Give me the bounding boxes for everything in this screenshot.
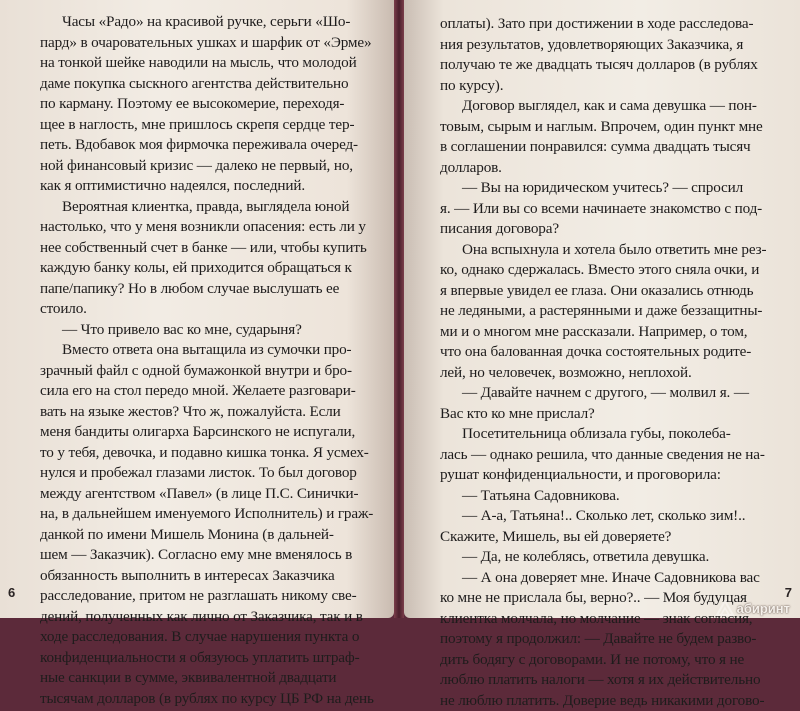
right-page-text-line: Посетительница облизала губы, поколеба- bbox=[440, 424, 784, 445]
left-page-text-line: между агентством «Павел» (в лице П.С. Синички- bbox=[40, 484, 380, 505]
right-page-text-line: Она вспыхнула и хотела было ответить мне рез- bbox=[440, 240, 784, 261]
right-page-text-line: рушат конфиденциальности, и проговорила: bbox=[440, 465, 784, 486]
right-page-text-line: — А она доверяет мне. Иначе Садовникова вас bbox=[440, 568, 784, 589]
left-page-text-line: Вероятная клиентка, правда, выглядела юной bbox=[40, 197, 380, 218]
left-page-text-line: каждую банку колы, ей приходится обращаться к bbox=[40, 258, 380, 279]
left-page-text-line: обязанность выполнить в интересах Заказчика bbox=[40, 566, 380, 587]
right-page-text-line: не люблю платить. Доверие ведь никакими догово- bbox=[440, 691, 784, 711]
left-page-text-line: как я оптимистично надеялся, последний. bbox=[40, 176, 380, 197]
left-page-text-line: ной финансовый кризис — далеко не первый, но, bbox=[40, 156, 380, 177]
left-page-text-line: сила его на стол передо мной. Желаете разговари- bbox=[40, 381, 380, 402]
right-page-number: 7 bbox=[785, 585, 792, 600]
right-page-text-line: дить бодягу с договорами. И не потому, что я не bbox=[440, 650, 784, 671]
labyrinth-logo-icon bbox=[716, 600, 734, 616]
right-page-text-line: лей, но человечек, возможно, неплохой. bbox=[440, 363, 784, 384]
right-page-text-line: ко, однако сдержалась. Вместо этого сняла очки, и bbox=[440, 260, 784, 281]
left-page-number: 6 bbox=[8, 585, 15, 600]
watermark-text: абиринт bbox=[737, 601, 790, 616]
left-page-text-line: дений, полученных как лично от Заказчика, так и в bbox=[40, 607, 380, 628]
left-page-text-line: шем — Заказчик). Согласно ему мне вменялось в bbox=[40, 545, 380, 566]
left-page-text-line: нее собственный счет в банке — или, чтобы купить bbox=[40, 238, 380, 259]
right-page-text-line: оплаты). Зато при достижении в ходе расследова- bbox=[440, 14, 784, 35]
right-page-text-line: что она балованная дочка состоятельных родите- bbox=[440, 342, 784, 363]
left-page-text-line: меня бандиты олигарха Барсинского не испугали, bbox=[40, 422, 380, 443]
left-page-text-line: по карману. Поэтому ее высокомерие, переходя- bbox=[40, 94, 380, 115]
right-page-text-line: люблю платить налоги — хотя я их действительно bbox=[440, 670, 784, 691]
left-page-text-line: тысячам долларов (в рублях по курсу ЦБ РФ на день bbox=[40, 689, 380, 710]
right-page-text-line: ми и о многом мне рассказали. Например, о том, bbox=[440, 322, 784, 343]
right-page-text-line: — А-а, Татьяна!.. Сколько лет, сколько зим!.. bbox=[440, 506, 784, 527]
left-page-text-line: стоило. bbox=[40, 299, 380, 320]
left-page-text-line: конфиденциальности я обязуюсь уплатить штраф- bbox=[40, 648, 380, 669]
right-page-text-line: товым, сырым и наглым. Впрочем, один пункт мне bbox=[440, 117, 784, 138]
left-page-text-line: нулся и пробежал глазами листок. То был договор bbox=[40, 463, 380, 484]
right-page-text-line: Вас кто ко мне прислал? bbox=[440, 404, 784, 425]
right-page-text-line: клиентка молчала, но молчание — знак согласия, bbox=[440, 609, 784, 630]
right-page-text-line: долларов. bbox=[440, 158, 784, 179]
left-page-text-line: расследование, притом не разглашать никому све- bbox=[40, 586, 380, 607]
right-page-text-line: лась — однако решила, что данные сведения не на- bbox=[440, 445, 784, 466]
right-page-text-line: я впервые увидел ее глаза. Они оказались отнюдь bbox=[440, 281, 784, 302]
left-page-text-line: — Что привело вас ко мне, сударыня? bbox=[40, 320, 380, 341]
right-page-text-line: писания договора? bbox=[440, 219, 784, 240]
book-gutter bbox=[394, 0, 404, 618]
left-page-text-line: ходе расследования. В случае нарушения пункта о bbox=[40, 627, 380, 648]
right-page-text-line: ния результатов, удовлетворяющих Заказчика, я bbox=[440, 35, 784, 56]
left-page-text-line: петь. Вдобавок моя фирмочка переживала очеред- bbox=[40, 135, 380, 156]
right-page-text-line: поэтому я продолжил: — Давайте не будем разво- bbox=[440, 629, 784, 650]
right-page-text-line: — Вы на юридическом учитесь? — спросил bbox=[440, 178, 784, 199]
right-page-text-line: — Да, не колеблясь, ответила девушка. bbox=[440, 547, 784, 568]
left-page-text-line: зрачный файл с одной бумажонкой внутри и бро- bbox=[40, 361, 380, 382]
right-page-text-line: Договор выглядел, как и сама девушка — пон- bbox=[440, 96, 784, 117]
right-page-text-line: по курсу). bbox=[440, 76, 784, 97]
left-page-text bbox=[40, 12, 380, 709]
left-page-text-line: ные санкции в сумме, эквивалентной двадцати bbox=[40, 668, 380, 689]
left-page-text-line: пард» в очаровательных ушках и шарфик от «Эрме» bbox=[40, 33, 380, 54]
left-page-text-line: вать на языке жестов? Что ж, пожалуйста. Если bbox=[40, 402, 380, 423]
left-page-text-line: то у тебя, девочка, и подавно кишка тонка. Я усмех- bbox=[40, 443, 380, 464]
left-page-text-line: Вместо ответа она вытащила из сумочки про- bbox=[40, 340, 380, 361]
right-page-text-line: получаю те же двадцать тысяч долларов (в рублях bbox=[440, 55, 784, 76]
right-page-text-line: не ледяными, а растерянными и даже беззащитны- bbox=[440, 301, 784, 322]
right-page-text-line: — Татьяна Садовникова. bbox=[440, 486, 784, 507]
left-page-text-line: щее в наглость, мне пришлось скрепя сердце тер- bbox=[40, 115, 380, 136]
left-page-text-line: данкой по имени Мишель Монина (в дальней- bbox=[40, 525, 380, 546]
left-page-text-line: папе/папику? Но в любом случае выслушать ее bbox=[40, 279, 380, 300]
left-page-text-line: настолько, что у меня возникли опасения: есть ли у bbox=[40, 217, 380, 238]
right-page-text-line: — Давайте начнем с другого, — молвил я. — bbox=[440, 383, 784, 404]
right-page bbox=[404, 0, 800, 618]
right-page-text-line: в соглашении понравился: сумма двадцать тысяч bbox=[440, 137, 784, 158]
left-page-text-line: Часы «Радо» на красивой ручке, серьги «Шо- bbox=[40, 12, 380, 33]
left-page-text-line: даме покупка сыскного агентства действительно bbox=[40, 74, 380, 95]
right-page-text-line: Скажите, Мишель, вы ей доверяете? bbox=[440, 527, 784, 548]
right-page-text-line: я. — Или вы со всеми начинаете знакомство с под- bbox=[440, 199, 784, 220]
left-page-text-line: на тонкой шейке наводили на мысль, что молодой bbox=[40, 53, 380, 74]
left-page bbox=[0, 0, 394, 618]
left-page-text-line: на, в дальнейшем именуемого Исполнитель) и граж- bbox=[40, 504, 380, 525]
right-page-text-line: ко мне не прислала бы, верно?.. — Моя будущая bbox=[440, 588, 784, 609]
labyrinth-watermark bbox=[716, 600, 790, 616]
